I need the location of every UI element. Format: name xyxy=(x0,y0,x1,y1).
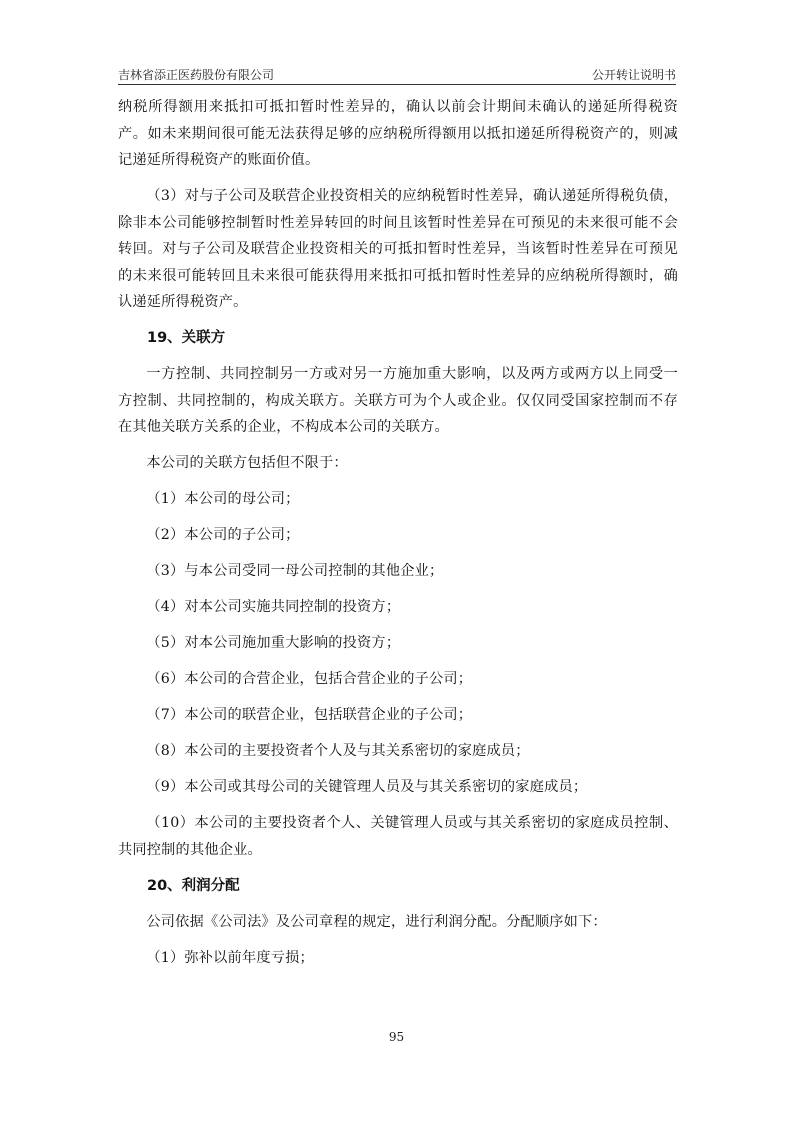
list-item: （8）本公司的主要投资者个人及与其关系密切的家庭成员； xyxy=(146,743,530,759)
section-heading-related-parties: 19、关联方 xyxy=(147,330,226,346)
list-item: （6）本公司的合营企业，包括合营企业的子公司； xyxy=(146,671,473,687)
page-header xyxy=(118,64,676,85)
list-item: （9）本公司或其母公司的关键管理人员及与其关系密切的家庭成员； xyxy=(146,779,588,795)
paragraph-related-parties-definition: 一方控制、共同控制另一方或对另一方施加重大影响，以及两方或两方以上同受一方控制、共同控制的，构成关联方。关联方可为个人或企业。仅仅同受国家控制而不存在其他关联方关系的企业，不构成本公司的关联方。 xyxy=(118,366,678,435)
list-item: （5）对本公司施加重大影响的投资方； xyxy=(146,635,401,651)
list-item: （3）与本公司受同一母公司控制的其他企业； xyxy=(146,563,444,579)
paragraph-related-parties-lead: 本公司的关联方包括但不限于： xyxy=(146,455,348,471)
paragraph-profit-distribution-intro: 公司依据《公司法》及公司章程的规定，进行利润分配。分配顺序如下： xyxy=(146,913,607,930)
list-item: （1）弥补以前年度亏损； xyxy=(146,949,314,966)
header-document-title: 公开转让说明书 xyxy=(591,68,676,82)
document-body xyxy=(118,94,678,971)
page-number: 95 xyxy=(388,1030,405,1044)
paragraph-deferred-tax-continued: 纳税所得额用来抵扣可抵扣暂时性差异的，确认以前会计期间未确认的递延所得税资产。如未来期间很可能无法获得足够的应纳税所得额用以抵扣递延所得税资产的，则减记递延所得税资产的账面价值。 xyxy=(118,99,678,168)
list-item: （4）对本公司实施共同控制的投资方； xyxy=(146,599,401,615)
list-item: （2）本公司的子公司； xyxy=(146,527,300,543)
header-company-name: 吉林省添正医药股份有限公司 xyxy=(118,68,275,82)
list-item: （7）本公司的联营企业，包括联营企业的子公司； xyxy=(146,707,473,723)
section-heading-profit-distribution: 20、利润分配 xyxy=(147,877,240,894)
list-item: （10）本公司的主要投资者个人、关键管理人员或与其关系密切的家庭成员控制、共同控制的其他企业。 xyxy=(118,815,678,858)
paragraph-subsidiary-tax: （3）对与子公司及联营企业投资相关的应纳税暂时性差异，确认递延所得税负债，除非本公司能够控制暂时性差异转回的时间且该暂时性差异在可预见的未来很可能不会转回。对与子公司及联营企业投资相关的可抵扣暂时性差异，当该暂时性差异在可预见的未来很可能转回且未来很可能获得用来抵扣可抵扣暂时性差异的应纳税所得额时，确认递延所得税资产。 xyxy=(118,188,678,310)
list-item: （1）本公司的母公司； xyxy=(146,491,300,507)
